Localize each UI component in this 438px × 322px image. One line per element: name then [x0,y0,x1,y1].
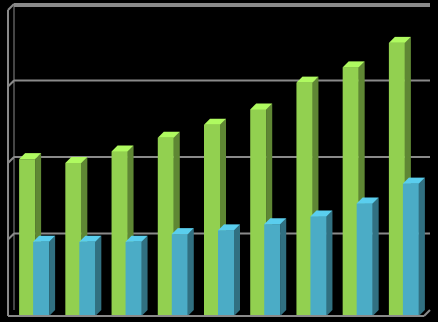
bar-side [188,228,194,316]
bar-front [79,242,95,316]
bar-side [95,236,101,316]
bar-front [296,83,312,316]
bar-blue-7 [310,211,332,316]
bar-front [250,109,266,316]
bar-front [33,242,49,316]
bar-front [389,43,405,316]
bar-front [357,204,373,316]
bar-blue-2 [79,236,101,316]
bar-side [419,178,425,316]
bar-side [280,218,286,316]
bar-side [373,198,379,316]
bar-front [112,152,128,316]
bar-blue-6 [264,218,286,316]
bar-front [204,125,220,316]
bar-blue-3 [126,236,148,316]
bar-blue-8 [357,198,379,316]
bar-front [403,184,419,316]
bar-side [142,236,148,316]
bar-front [158,138,174,316]
bar-blue-1 [33,236,55,316]
bar-front [19,159,35,316]
bar-side [234,224,240,316]
bar-side [49,236,55,316]
bar-front [172,234,188,316]
bar-front [126,242,142,316]
bar-side [326,211,332,316]
bar-front [343,67,359,316]
bar-front [310,217,326,316]
bar-front [65,163,81,316]
bar-front [218,230,234,316]
bar-front [264,224,280,316]
bar-blue-9 [403,178,425,316]
bar-blue-4 [172,228,194,316]
bar-blue-5 [218,224,240,316]
